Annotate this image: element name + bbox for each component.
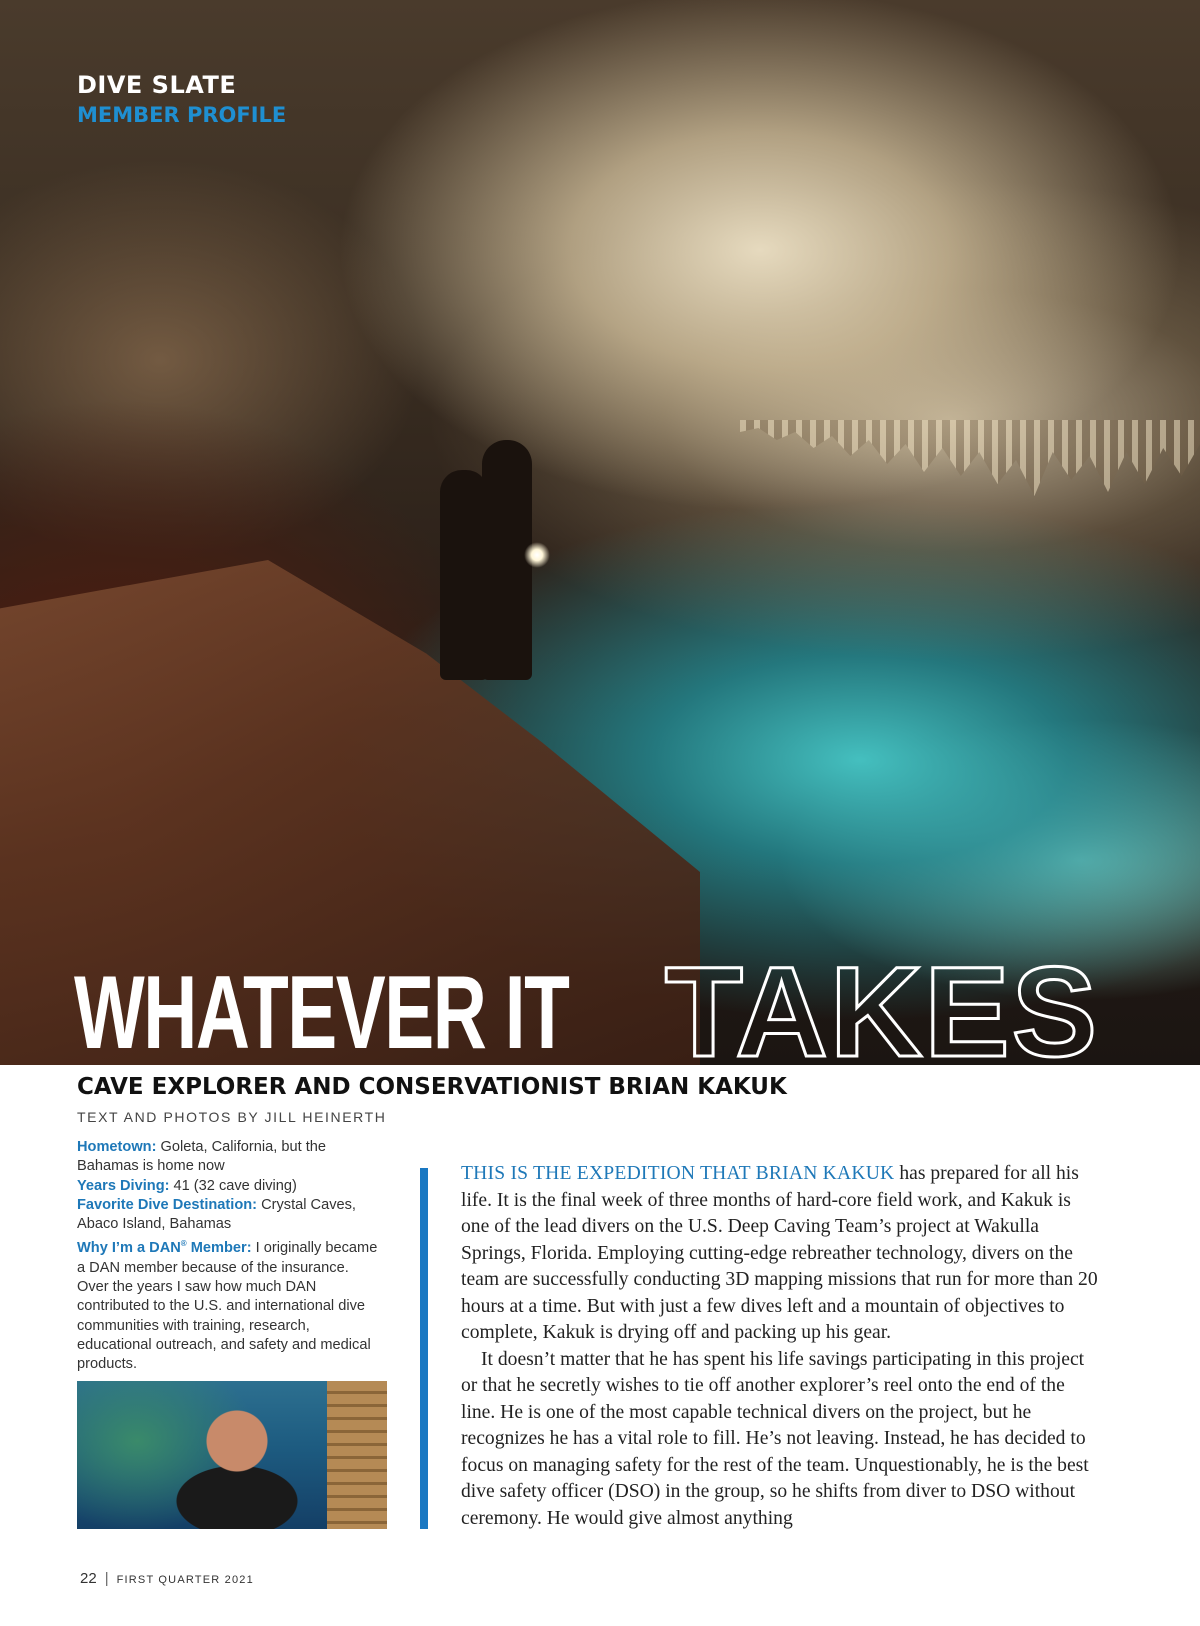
why-member-label-text: Why I’m a DAN — [77, 1240, 181, 1257]
section-subtitle: MEMBER PROFILE — [77, 103, 287, 127]
section-title: DIVE SLATE — [77, 71, 237, 99]
favorite-destination-label: Favorite Dive Destination: — [77, 1196, 258, 1213]
lead-in: THIS IS THE EXPEDITION THAT BRIAN KAKUK — [461, 1163, 895, 1184]
headline-part-1: WHATEVER IT — [74, 955, 569, 1065]
registered-mark: ® — [180, 1239, 187, 1249]
favorite-destination-entry — [77, 1196, 382, 1235]
years-diving-entry — [77, 1177, 382, 1196]
why-member-label — [77, 1240, 252, 1256]
diver-portrait-photo — [77, 1381, 387, 1529]
hometown-label: Hometown: — [77, 1139, 157, 1155]
byline: TEXT AND PHOTOS BY JILL HEINERTH — [77, 1109, 387, 1125]
paragraph-1 — [461, 1161, 1101, 1347]
article-subhead: CAVE EXPLORER AND CONSERVATIONIST BRIAN KAKUK — [77, 1074, 787, 1100]
years-diving-label: Years Diving: — [77, 1177, 170, 1194]
why-member-label-suffix: Member: — [186, 1240, 252, 1257]
hometown-entry — [77, 1138, 382, 1177]
headline-part-2: TAKES — [664, 955, 1100, 1065]
footer-separator: | — [104, 1570, 109, 1587]
paragraph-2: It doesn’t matter that he has spent his life savings participating in this project or that he secretly wishes to tie off another explorer’s reel onto the end of the line. He is one of the most capable technical divers on the project, but he recognizes he has a vital role to fill. He’s not leaving. Instead, he has decided to focus on managing safety for the rest of the team. Unquestionably, he is the best dive safety officer (DSO) in the group, so he shifts from diver to DSO without ceremony. He would give almost anything — [461, 1348, 1089, 1529]
why-member-value: I originally became a DAN member because of the insurance. Over the years I saw how much DAN contributed to the U.S. and international dive communities with training, research, educational outreach, and safety and medical products. — [77, 1240, 378, 1373]
profile-sidebar — [77, 1138, 382, 1374]
paragraph-1-text: has prepared for all his life. It is the final week of three months of hard-core field work, and Kakuk is one of the lead divers on the U.S. Deep Caving Team’s project at Wakulla Springs, Florida. Employing cutting-edge rebreather technology, divers on the team are successfully conducting 3D mapping missions that run for more than 20 hours at a time. But with just a few dives left and a mountain of objectives to complete, Kakuk is drying off and packing up his gear. — [461, 1163, 1098, 1343]
favorite-destination-value: Crystal Caves, Abaco Island, Bahamas — [77, 1196, 356, 1233]
dock-planks — [327, 1381, 387, 1529]
section-kicker — [77, 71, 286, 127]
explorer-silhouette-1 — [440, 470, 488, 680]
issue-label: FIRST QUARTER 2021 — [116, 1574, 254, 1586]
page-number: 22 — [80, 1570, 97, 1587]
article-body — [461, 1161, 1101, 1532]
headline — [74, 955, 1099, 1065]
headlamp-light — [524, 542, 550, 568]
stalactites — [740, 420, 1200, 500]
years-diving-value: 41 (32 cave diving) — [169, 1177, 297, 1194]
accent-bar — [420, 1168, 428, 1529]
page-footer — [80, 1570, 254, 1588]
why-member-entry — [77, 1234, 382, 1374]
hometown-value: Goleta, California, but the Bahamas is home now — [77, 1139, 326, 1175]
